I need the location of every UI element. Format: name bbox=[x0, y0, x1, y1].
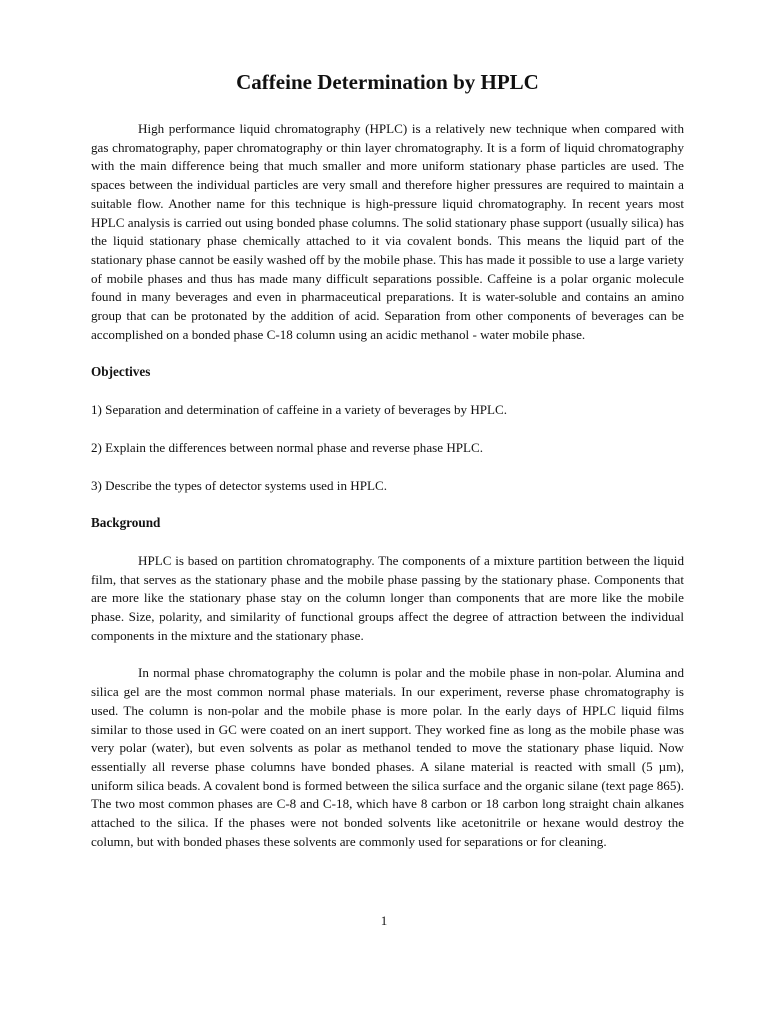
page-number: 1 bbox=[380, 913, 388, 928]
objective-item-2: 2) Explain the differences between normal phase and reverse phase HPLC. bbox=[91, 439, 484, 455]
intro-paragraph: High performance liquid chromatography (HPLC) is a relatively new technique when compared with gas chromatography, paper chromatography or thin layer chromatography. It is a form of liquid chromatography with the main difference being that much smaller and more uniform stationary phase particles are used. The spaces between the individual particles are very small and therefore higher pressures are required to maintain a suitable flow. Another name for this technique is high-pressure liquid chromatography. In recent years most HPLC analysis is carried out using bonded phase columns. The solid stationary phase support (usually silica) has the liquid stationary phase chemically attached to it via covalent bonds. This means the liquid part of the stationary phase cannot be easily washed off by the mobile phase. This has made it possible to use a large variety of mobile phases and thus has made many difficult separations possible. Caffeine is a polar organic molecule found in many beverages and even in pharmaceutical preparations. It is water-soluble and contains an amino group that can be protonated by the addition of acid. Separation from other components of beverages can be accomplished on a bonded phase C-18 column using an acidic methanol - water mobile phase. bbox=[91, 121, 684, 342]
paragraph-spacer bbox=[91, 645, 684, 664]
objective-item-3: 3) Describe the types of detector systems used in HPLC. bbox=[91, 477, 388, 493]
background-paragraph-1: HPLC is based on partition chromatography. The components of a mixture partition between the liquid film, that serves as the stationary phase and the mobile phase passing by the stationary phase. Components that are more like the stationary phase stay on the column longer than components that are more like the mobile phase. Size, polarity, and similarity of functional groups affect the degree of attraction between the individual components in the mixture and the stationary phase. bbox=[91, 552, 684, 643]
objective-item-1: 1) Separation and determination of caffeine in a variety of beverages by HPLC. bbox=[91, 402, 508, 418]
background-heading: Background bbox=[91, 515, 161, 531]
background-paragraph-2: In normal phase chromatography the column is polar and the mobile phase in non-polar. Alumina and silica gel are the most common normal phase materials. In our experiment, reverse phase chromatography is used. The column is non-polar and the mobile phase is more polar. In the early days of HPLC liquid films similar to those used in GC were coated on an inert support. They worked fine as long as the mobile phase was very polar (water), but even solvents as polar as methanol tended to move the stationary phase liquid. Now essentially all reverse phase columns have bonded phases. A silane material is reacted with small (5 µm), uniform silica beads. A covalent bond is formed between the silica surface and the organic silane (text page 865). The two most common phases are C-8 and C-18, which have 8 carbon or 18 carbon long straight chain alkanes attached to the silica. If the phases were not bonded solvents like acetonitrile or hexane would destroy the column, but with bonded phases these solvents are commonly used for separations or for cleaning. bbox=[91, 665, 684, 849]
document-title: Caffeine Determination by HPLC bbox=[236, 70, 539, 94]
objectives-heading: Objectives bbox=[91, 364, 151, 380]
